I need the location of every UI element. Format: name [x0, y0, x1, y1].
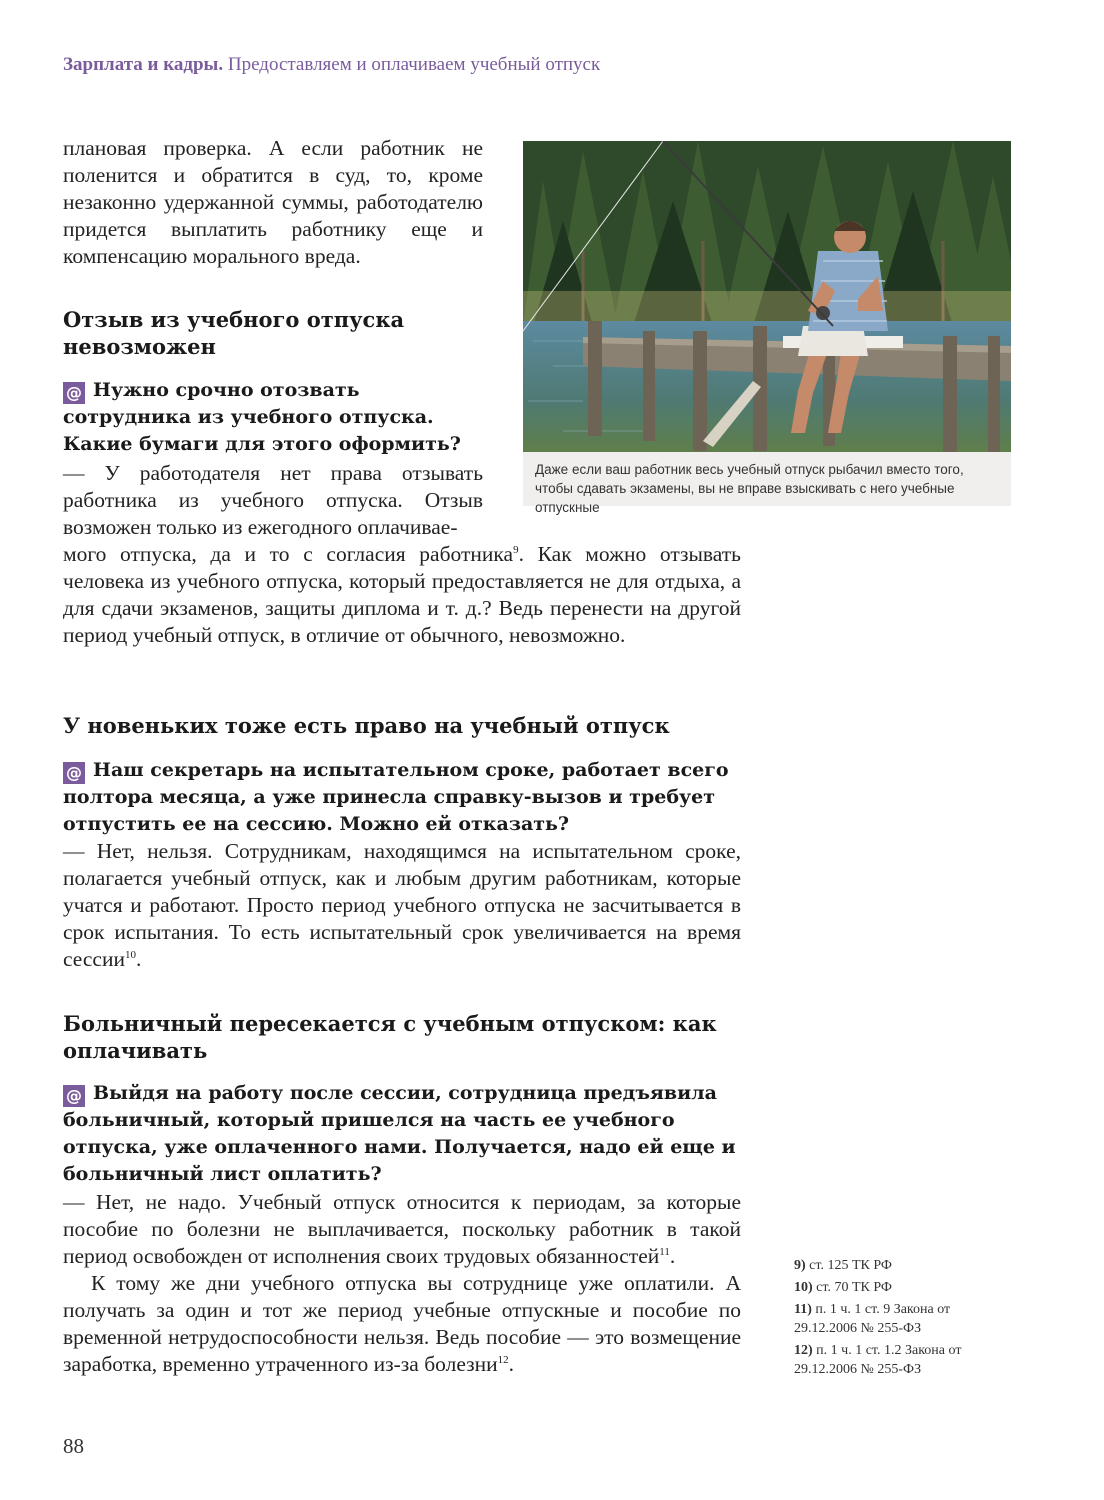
answer-2-text: — Нет, нельзя. Сотрудникам, находящимся на испытательном сроке, полагается учебный отпуск, как и любым другим работникам, которые учатся и работают. Просто период учебного отпуска не засчитывается в срок испытания. То есть испытательный срок увеличивается на время сессии	[63, 839, 741, 971]
intro-paragraph: плановая проверка. А если работник не поленится и обратится в суд, то, кроме незаконно удержанной суммы, работодателю придется выплатить работнику еще и компенсацию морального вреда.	[63, 136, 483, 268]
section-heading-2: У новеньких тоже есть право на учебный отпуск	[63, 713, 670, 738]
answer-1-text-a: мого отпуска, да и то с согласия работника	[63, 542, 514, 566]
question-1-text: Нужно срочно отозвать сотрудника из учебного отпуска. Какие бумаги для этого оформить?	[63, 379, 461, 455]
at-icon: @	[63, 762, 85, 784]
at-icon: @	[63, 1085, 85, 1107]
running-head	[63, 54, 600, 76]
question-3-text: Выйдя на работу после сессии, сотрудница предъявила больничный, который пришелся на часть ее учебного отпуска, уже оплаченного нами. Получается, надо ей еще и больничный лист оплатить?	[63, 1082, 736, 1185]
footnote-12-number: 12)	[794, 1343, 813, 1358]
footnote-10-text: ст. 70 ТК РФ	[816, 1280, 892, 1295]
photo-caption: Даже если ваш работник весь учебный отпуск рыбачил вместо того, чтобы сдавать экзамены, вы не вправе взыскивать с него учебные отпускные	[523, 452, 1011, 506]
question-2	[63, 757, 741, 838]
answer-3-para-2	[63, 1270, 741, 1378]
answer-3	[63, 1189, 741, 1270]
footnote-12	[794, 1341, 994, 1379]
footnote-12-text: п. 1 ч. 1 ст. 1.2 Закона от 29.12.2006 № 255-ФЗ	[794, 1343, 962, 1377]
photo-illustration	[523, 141, 1011, 452]
footnote-9-text: ст. 125 ТК РФ	[809, 1258, 892, 1273]
footnote-10	[794, 1278, 994, 1297]
answer-2	[63, 838, 741, 973]
answer-3-text: — Нет, не надо. Учебный отпуск относится к периодам, за которые пособие по болезни не выплачивается, поскольку работник в такой период освобожден от исполнения своих трудовых обязанностей	[63, 1190, 741, 1268]
question-2-text: Наш секретарь на испытательном сроке, работает всего полтора месяца, а уже принесла справку-вызов и требует отпустить ее на сессию. Можно ей отказать?	[63, 759, 729, 835]
answer-3-para-2-end: .	[508, 1352, 515, 1376]
section-name: Зарплата и кадры.	[63, 54, 224, 75]
section-heading-3: Больничный пересекается с учебным отпуском: как оплачивать	[63, 1011, 717, 1063]
footnote-9	[794, 1256, 994, 1275]
at-icon: @	[63, 382, 85, 404]
answer-3-para-2-text: К тому же дни учебного отпуска вы сотруднице уже оплатили. А получать за один и тот же период учебные отпускные и пособие по временной нетрудоспособности нельзя. Ведь пособие — это возмещение заработка, временно утраченного из-за болезни	[63, 1271, 741, 1376]
footnotes	[794, 1256, 994, 1382]
footnote-ref-9: 9	[513, 543, 519, 556]
answer-1-text-b: . Как можно отзывать человека из учебного отпуска, который предоставляется не для отдыха, а для сдачи экзаменов, защиты диплома и т. д.? Ведь перенести на другой период учебный отпуск, в отличие от обычного, невозможно.	[63, 542, 741, 647]
footnote-ref-11: 11	[659, 1245, 670, 1258]
question-1	[63, 377, 483, 458]
answer-2-end: .	[135, 947, 142, 971]
answer-1-wide	[63, 541, 741, 649]
answer-1-narrow: — У работодателя нет права отзывать работника из учебного отпуска. Отзыв возможен только из ежегодного оплачивае-	[63, 461, 483, 539]
page-number: 88	[63, 1434, 84, 1458]
footnote-11	[794, 1300, 994, 1338]
article-title: Предоставляем и оплачиваем учебный отпуск	[227, 54, 601, 75]
answer-3-end: .	[669, 1244, 676, 1268]
question-3	[63, 1080, 741, 1188]
footnote-11-number: 11)	[794, 1302, 812, 1317]
footnote-ref-12: 12	[497, 1353, 509, 1366]
footnote-10-number: 10)	[794, 1280, 813, 1295]
footnote-ref-10: 10	[124, 948, 136, 961]
footnote-9-number: 9)	[794, 1258, 806, 1273]
man-fishing-on-pier-photo	[523, 141, 1011, 452]
footnote-11-text: п. 1 ч. 1 ст. 9 Закона от 29.12.2006 № 255-ФЗ	[794, 1302, 951, 1336]
section-heading-1: Отзыв из учебного отпуска невозможен	[63, 307, 405, 359]
